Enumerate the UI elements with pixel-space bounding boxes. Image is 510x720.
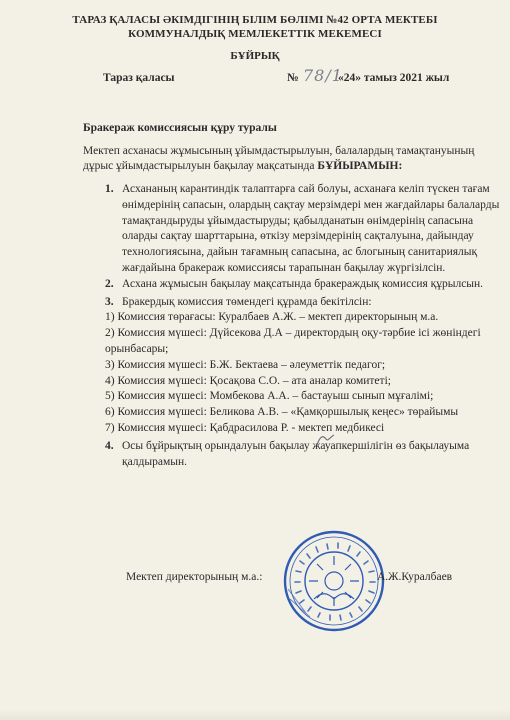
item-text: Осы бұйрықтың орындалуын бақылау жауапкершілігін өз бақылауыма қалдырамын. [122,439,470,468]
pen-mark [314,433,338,447]
city-label: Тараз қаласы [103,72,175,84]
commission-members-list [105,310,503,436]
commission-member: 2) Комиссия мүшесі: Дүйсекова Д.А – директордың оқу-тәрбие ісі жөніндегі орынбасары; [105,327,481,355]
intro-text: Мектеп асханасы жұмысының ұйымдастырылуын, балалардың тамақтануының дұрыс ұйымдастырылуын бақылау мақсатында [83,145,475,172]
commission-member: 7) Комиссия мүшесі: Қабдрасилова Р. - мектеп медбикесі [105,421,385,434]
order-items [83,182,503,470]
item-number: 4. [105,439,114,452]
handwritten-order-number: 78/1 [303,66,343,85]
commission-member: 4) Комиссия мүшесі: Қосақова С.О. – ата аналар комитеті; [105,374,391,387]
order-date: «24» тамыз 2021 жыл [338,72,450,84]
commission-member: 3) Комиссия мүшесі: Б.Ж. Бектаева – әлеуметтік педагог; [105,358,386,371]
item-text: Асхананың карантиндік талаптарға сай болуы, асханаға келіп түскен тағам өнімдерінің сапасын, олардың сақтау мерзімдері мен жағдайлары балаларды тамақтандыруды ұйымдастыруды; қабылданатын өнімдерінің сапасына оларды сақтау шарттарына, өткізу мерзімдерінің сақталуына, дайындау технологиясына, дайын тағамның сапасына, ас блогының санитариялық жағдайына бракераж комиссиясы тарапынан бақылау жүргізілсін. [122,183,500,274]
org-name-line1: ТАРАЗ ҚАЛАСЫ ӘКІМДІГІНІҢ БІЛІМ БӨЛІМІ №42 ОРТА МЕКТЕБІ [72,14,438,26]
doc-type-title: БҰЙРЫҚ [230,50,280,62]
order-item [83,439,503,471]
order-item [83,277,503,293]
item-text: Бракердық комиссия төмендегі құрамда бекітілсін: [122,295,372,308]
official-stamp-seal [282,529,386,633]
item-number: 1. [105,183,114,195]
commission-member: 5) Комиссия мүшесі: Момбекова А.А. – бастауыш сынып мұғалімі; [105,390,434,403]
item-number: 2. [105,277,114,290]
number-label: № [287,72,299,84]
org-name-line2: КОММУНАЛДЫҚ МЕМЛЕКЕТТІК МЕКЕМЕСІ [128,28,382,40]
order-word: БҰЙЫРАМЫН: [317,160,403,172]
order-item [83,295,503,311]
signature-label: Мектеп директорының м.а.: [126,571,263,583]
order-item [83,182,503,277]
intro-paragraph [83,144,493,174]
scan-edge [0,710,510,720]
item-text: Асхана жұмысын бақылау мақсатында бракераждық комиссия құрылсын. [122,277,484,290]
item-number: 3. [105,295,114,308]
document-header [0,13,510,41]
commission-member: 1) Комиссия төрағасы: Куралбаев А.Ж. – мектеп директорының м.а. [105,311,439,324]
commission-member: 6) Комиссия мүшесі: Беликова А.В. – «Қамқоршылық кеңес» төрайымы [105,406,459,419]
signatory-name: А.Ж.Куралбаев [377,571,453,583]
order-subject: Бракераж комиссиясын құру туралы [83,122,277,134]
